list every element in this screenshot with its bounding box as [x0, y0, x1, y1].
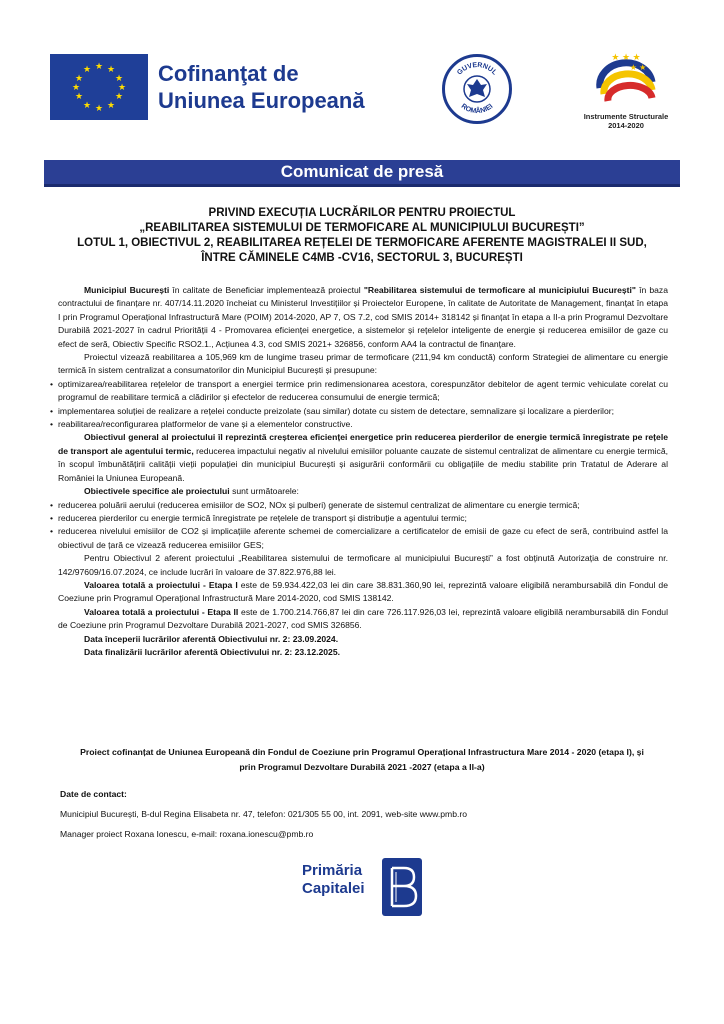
bold-text: "Reabilitarea sistemului de termoficare al municipiului București": [363, 285, 636, 295]
bold-text: Data începerii lucrărilor aferentă Obiectivului nr. 2: 23.09.2024.: [84, 633, 339, 644]
pmb-line2: Capitalei: [302, 880, 365, 897]
is-title: Instrumente Structurale: [583, 112, 669, 121]
paragraph-value-stage1: [58, 579, 668, 606]
primaria-capitalei-logo: [302, 862, 422, 912]
list-item: • reducerea pierderilor cu energie termică înregistrate pe rețelele de transport și distribuție a agentului termic;: [58, 512, 668, 525]
paragraph-general-objective: [58, 431, 668, 485]
bold-text: Valoarea totală a proiectului - Etapa II: [84, 606, 239, 617]
svg-text:ROMÂNIEI: ROMÂNIEI: [459, 102, 495, 116]
document-body: [58, 284, 668, 659]
text: în baza contractului de finanțare nr. 407/14.11.2020 încheiat cu Ministerul Investițiilor și Proiectelor Europene, în calitate de Autoritate de Management, finanțat în etapa I prin Programul Operațional Infrastructură Mare (POIM) 2014-2020, AP 7, OS 7.2, cod SMIS 2014+ 318142 și finanțat în etapa a II-a prin Programul Dezvoltare Durabilă 2021-2027 în cadrul Priorității 4 - Promovarea eficienței energetice, a sistemelor și rețelelor inteligente de energie și reducerea emisiilor de gaze cu efect de seră, Obiectiv Specific RSO2.1., Acțiunea 4.3, cod SMIS 2021+ 326856, conform AA4 la contractul de finanțare.: [58, 285, 668, 349]
text: este de 1.700.214.766,87 lei din care 726.117.926,03 lei, reprezintă valoare eligibilă nerambursabilă din Fondul de Coeziune prin Programul Dezvoltare Durabilă 2021-2027, cod SMIS 326856.: [58, 606, 668, 631]
pmb-b-icon: [382, 858, 422, 916]
structural-instruments-logo-icon: [594, 48, 658, 108]
pmb-logo-text: [302, 862, 382, 898]
contact-manager: Manager proiect Roxana Ionescu, e-mail: roxana.ionescu@pmb.ro: [60, 829, 314, 839]
structural-instruments-caption: [574, 112, 678, 130]
svg-text:★ ★: ★ ★: [629, 63, 647, 72]
list-item: • reabilitarea/reconfigurarea platformelor de vane și a elementelor constructive.: [58, 418, 668, 431]
text: reducerea impactului negativ al nivelului emisiilor poluante cauzate de sistemul centralizat de alimentare cu energie termică, în scopul îmbunătățirii calității vieții populației din municipiul București și asigurării conformării cu obligațiile de mediu stabilite prin Tratatul de Aderare al României la Uniunea Europeană.: [58, 445, 669, 483]
eu-title-line1: Cofinanţat de: [158, 61, 299, 86]
contact-title: [60, 788, 670, 801]
text: este de 59.934.422,03 lei din care 38.831.360,90 lei, reprezintă valoare eligibilă nerambursabilă din Fondul de Coeziune prin Programul Operațional Infrastructură Mare 2014-2020, cod SMIS 138142.: [58, 579, 668, 604]
paragraph-specific-objectives: [58, 485, 668, 498]
bold-text: Municipiul București: [84, 285, 170, 295]
title-line3: LOTUL 1, OBIECTIVUL 2, REABILITAREA REȚELEI DE TERMOFICARE AFERENTE MAGISTRALEI II SUD,: [77, 237, 647, 249]
paragraph-scope: Proiectul vizează reabilitarea a 105,969 km de lungime traseu primar de termoficare (211,94 km conductă) conform Strategiei de alimentare cu energie termică în sistem centralizat a consumatorilor din Municipiul București și presupune:: [58, 352, 668, 376]
list-item: • implementarea soluției de realizare a rețelei conducte preizolate (sau similar) dotate cu sistem de detectare, semnalizare și localizare a pierderilor;: [58, 405, 668, 418]
start-date: [58, 633, 668, 646]
list-item: • reducerea poluării aerului (reducerea emisiilor de SO2, NOx și pulberi) generate de sistemul centralizat de alimentare cu energie termică;: [58, 499, 668, 512]
list-item: • reducerea nivelului emisiilor de CO2 și implicațiile aferente schemei de comercializare a certificatelor de emisii de gaze cu efect de seră, contribuind astfel la obiectivul de țară ce vizează reducerea emisiilor GES;: [58, 525, 668, 552]
contact-address: Municipiul București, B-dul Regina Elisabeta nr. 47, telefon: 021/305 55 00, int. 2091, web-site www.pmb.ro: [60, 809, 468, 819]
svg-text:GUVERNUL: GUVERNUL: [456, 61, 498, 77]
government-seal-icon: [442, 54, 512, 124]
title-line4: ÎNTRE CĂMINELE C4MB -CV16, SECTORUL 3, BUCUREȘTI: [201, 252, 523, 264]
paragraph-authorization: Pentru Obiectivul 2 aferent proiectului „Reabilitarea sistemului de termoficare al municipiului București” a fost obținută Autorizația de construire nr. 142/97609/16.07.2024, ce include lucrări în valoare de 37.822.976,88 lei.: [58, 553, 668, 577]
pmb-line1: Primăria: [302, 862, 363, 879]
bullet-list-objectives: [58, 499, 668, 553]
end-date: [58, 646, 668, 659]
list-item: • optimizarea/reabilitarea rețelelor de transport a energiei termice prin redimensionarea acestora, corespunzător debitelor de agent termic vehiculate corelat cu programul de reabilitare termică a clădirilor și efectelor de reducerea consumului de energie termică;: [58, 378, 668, 405]
svg-text:★ ★ ★: ★ ★ ★: [611, 52, 641, 62]
bold-text: Obiectivul general al proiectului îl reprezintă creșterea eficienței energetice prin reducerea pierderilor de energie termică înregistrate pe rețele de transport ale agentului termic,: [58, 432, 668, 456]
is-years: 2014-2020: [608, 121, 644, 130]
title-line2: „REABILITAREA SISTEMULUI DE TERMOFICARE AL MUNICIPIULUI BUCUREȘTI”: [139, 222, 585, 234]
cofinancing-note: [44, 745, 680, 775]
title-line1: PRIVIND EXECUȚIA LUCRĂRILOR PENTRU PROIECTUL: [208, 207, 516, 219]
press-release-banner: [44, 160, 680, 187]
header: [0, 0, 724, 150]
text: sunt următoarele:: [229, 486, 299, 497]
bullet-list-scope: [58, 378, 668, 432]
eu-flag-icon: ★ ★ ★ ★ ★ ★ ★ ★ ★ ★ ★ ★: [50, 54, 148, 120]
eu-title-line2: Uniunea Europeană: [158, 88, 365, 113]
banner-text: Comunicat de presă: [280, 162, 444, 181]
document-title: [44, 206, 680, 266]
paragraph-beneficiary: [58, 284, 668, 351]
bold-text: Date de contact:: [60, 789, 127, 799]
paragraph-value-stage2: [58, 606, 668, 633]
bold-text: Valoarea totală a proiectului - Etapa I: [84, 579, 238, 590]
text: în calitate de Beneficiar implementează proiectul: [169, 285, 364, 295]
note-line1: Proiect cofinanțat de Uniunea Europeană din Fondul de Coeziune prin Programul Operațional Infrastructura Mare 2014 - 2020 (etapa I), și: [80, 747, 644, 757]
bold-text: Obiectivele specifice ale proiectului: [84, 486, 230, 497]
eu-cofinancing-title: [158, 60, 365, 114]
note-line2: prin Programul Dezvoltare Durabilă 2021 -2027 (etapa a II-a): [239, 762, 485, 772]
contact-section: [60, 788, 670, 848]
bold-text: Data finalizării lucrărilor aferentă Obiectivului nr. 2: 23.12.2025.: [84, 646, 341, 657]
